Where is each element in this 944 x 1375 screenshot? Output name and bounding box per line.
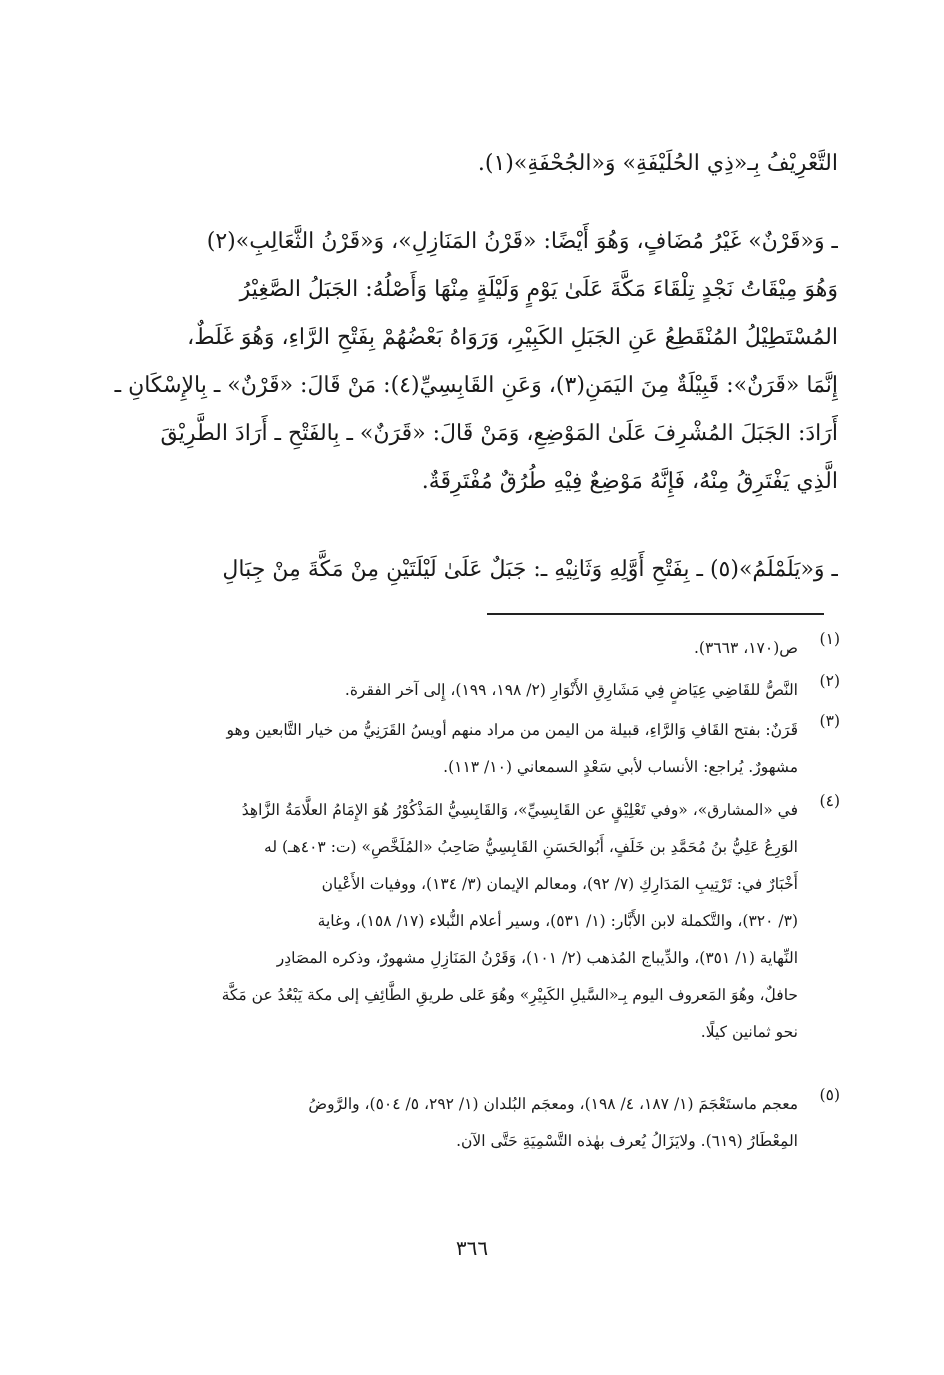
footnote-line: ص(١٧٠، ٣٦٦٣). (693, 639, 798, 657)
paragraph-1 (100, 140, 838, 188)
paragraph-3 (100, 546, 838, 594)
footnote-number: (٥) (819, 1086, 840, 1104)
paragraph-line: أَرَادَ: الجَبَلَ المُشْرِفَ عَلَىٰ المَوْضِعِ، وَمَنْ قَالَ: «قَرَنٌ» ـ بِالفَتْحِ ـ أَرَادَ الطَّرِيْقَ (160, 421, 838, 446)
footnote-1 (80, 630, 840, 667)
footnote-number: (٤) (819, 792, 840, 810)
paragraph-line: إِنَّمَا «قَرَنٌ»: قَبِيْلَةٌ مِنَ اليَمَنِ(٣)، وَعَنِ القَابِسِيِّ(٤): مَنْ قَالَ: «قَرْنٌ» ـ بِالإِسْكَانِ ـ (114, 373, 838, 398)
footnote-2 (80, 672, 840, 709)
footnote-line: النَّصُّ للقَاضِي عِيَاضٍ فِي مَشَارِقِ الأَنْوَارِ (٢/ ١٩٨، ١٩٩)، إِلى آخر الفقرة. (344, 681, 798, 699)
paragraph-line: المُسْتَطِيْلُ المُنْقَطِعُ عَنِ الجَبَلِ الكَبِيْرِ، وَرَوَاهُ بَعْضُهُمْ بِفَتْحِ الرَّاءِ، وَهُوَ غَلَطٌ، (187, 325, 838, 350)
paragraph-line: وَهُوَ مِيْقَاتُ نَجْدٍ تِلْقَاءَ مَكَّةَ عَلَىٰ يَوْمٍ وَلَيْلَةٍ مِنْهَا وَأَصْلُهُ: الجَبَلُ الصَّغِيْرُ (239, 277, 838, 302)
paragraph-line: ـ وَ«قَرْنٌ» غَيْرُ مُضَافٍ، وَهُوَ أَيْضًا: «قَرْنُ المَنَازِلِ»، وَ«قَرْنُ الثَّعَالِبِ»(٢) (206, 229, 838, 254)
footnote-line: في «المشارق»، «وفي تَعْلِيْقٍ عن القَابِسِيِّ»، وَالقَابِسِيُّ المَذْكُوْرُ هُوَ الإِمَامُ العلَّامَةُ الزَّاهِدُ (241, 801, 798, 819)
footnote-5 (80, 1086, 840, 1160)
footnote-line: نحو ثمانين كيلًا. (700, 1023, 798, 1041)
footnote-line: (٣/ ٣٢٠)، والتَّكملة لابن الأَبَّار: (١/ ٥٣١)، وسير أعلام النُّبلاء (١٧/ ١٥٨)، وغاية (317, 912, 798, 930)
footnote-line: الوَرِعُ عَلِيُّ بنُ مُحَمَّدِ بن خَلَفٍ، أَبُوالحَسَنِ القَابِسِيُّ صَاحِبُ «المُلَخَّصِ» (ت: ٤٠٣هـ) له (264, 838, 798, 856)
page-number: ٣٦٦ (455, 1236, 489, 1260)
footnote-4 (80, 792, 840, 1051)
footnote-line: النِّهاية (١/ ٣٥١)، والدِّيباج المُذهب (٢/ ١٠١)، وَقَرْنُ المَنَازِلِ مشهورٌ، وذكره المصَادِر (276, 949, 798, 967)
paragraph-line: الَّذِي يَفْتَرِقُ مِنْهُ، فَإِنَّهُ مَوْضِعٌ فِيْهِ طُرُقٌ مُفْتَرِقَةٌ. (421, 469, 838, 494)
footnote-line: قَرَنٌ: بفتح القَافِ وَالرَّاءِ، قبيلة من اليمن من مراد منهم أويسُ القَرَنِيُّ من خيار التَّابعين وهو (226, 721, 798, 739)
footnote-line: أَخْبَارٌ في: تَرْتِيبِ المَدَارِكِ (٧/ ٩٢)، ومعالم الإيمان (٣/ ١٣٤)، ووفيات الأَعْيان (321, 875, 798, 893)
footnote-3 (80, 712, 840, 786)
footnote-line: مشهورٌ. يُراجع: الأنساب لأبي سَعْدٍ السمعاني (١٠/ ١١٣). (443, 758, 798, 776)
footnote-line: معجم ماستَعْجَمَ (١/ ١٨٧، ٤/ ١٩٨)، ومعجَم البُلدان (١/ ٢٩٢، ٥/ ٥٠٤)، والرَّوضُ (308, 1095, 798, 1113)
footnote-number: (٢) (819, 672, 840, 690)
paragraph-line: التَّعْرِيْفُ بِـ«ذِي الحُلَيْفَةِ» وَ«الجُحْفَةِ»(١). (477, 151, 838, 176)
footnote-separator (487, 613, 824, 615)
paragraph-line: ـ وَ«يَلَمْلَمُ»(٥) ـ بِفَتْحِ أَوَّلِهِ وَثَانِيْهِ ـ: جَبَلٌ عَلَىٰ لَيْلَتَيْنِ مِنْ مَكَّةَ مِنْ جِبَالِ (222, 557, 838, 582)
footnote-number: (١) (819, 630, 840, 648)
footnote-number: (٣) (819, 712, 840, 730)
paragraph-2 (100, 218, 838, 506)
footnote-line: المِعْطَارُ (٦١٩). ولايَزَالُ يُعرف بهٰذه التَّسْمِيَةِ حَتَّى الآن. (456, 1132, 798, 1150)
footnote-line: حافلٌ، وهُوَ المَعروف اليوم بِـ«السَّيلِ الكَبِيْرِ» وهُوَ عَلى طريقِ الطَّائِفِ إلى مكة يَبْعُدُ عن مَكَّة (221, 986, 798, 1004)
